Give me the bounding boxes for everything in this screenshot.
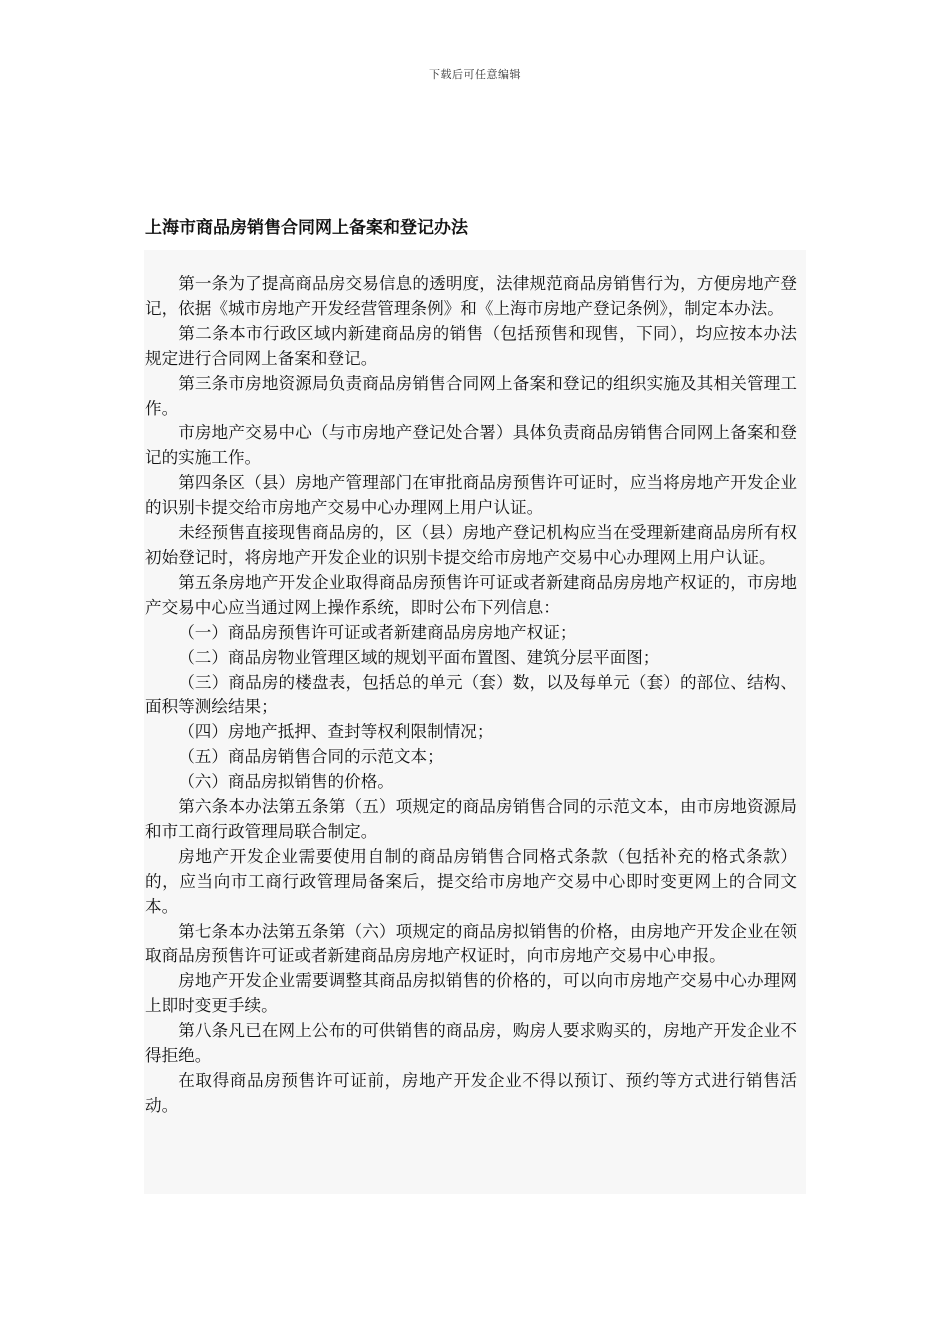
paragraph-article-4: 第四条区（县）房地产管理部门在审批商品房预售许可证时，应当将房地产开发企业的识别卡提交给市房地产交易中心办理网上用户认证。 [145, 473, 797, 518]
paragraph-article-7-clause-2: 房地产开发企业需要调整其商品房拟销售的价格的，可以向市房地产交易中心办理网上即时变更手续。 [145, 971, 797, 1016]
page-header-note: 下载后可任意编辑 [429, 68, 521, 81]
paragraph-article-4-clause-2: 未经预售直接现售商品房的，区（县）房地产登记机构应当在受理新建商品房所有权初始登记时，将房地产开发企业的识别卡提交给市房地产交易中心办理网上用户认证。 [145, 523, 797, 567]
paragraph-article-5-item-6: （六）商品房拟销售的价格。 [178, 772, 394, 792]
paragraph-article-6-clause-2: 房地产开发企业需要使用自制的商品房销售合同格式条款（包括补充的格式条款）的，应当向市工商行政管理局备案后，提交给市房地产交易中心即时变更网上的合同文本。 [145, 846, 797, 916]
document-body [145, 272, 797, 1119]
paragraph-article-8: 第八条凡已在网上公布的可供销售的商品房，购房人要求购买的，房地产开发企业不得拒绝。 [145, 1021, 797, 1066]
paragraph-article-6: 第六条本办法第五条第（五）项规定的商品房销售合同的示范文本，由市房地资源局和市工商行政管理局联合制定。 [145, 797, 797, 841]
document-title: 上海市商品房销售合同网上备案和登记办法 [145, 218, 468, 238]
paragraph-article-5-item-5: （五）商品房销售合同的示范文本； [178, 747, 444, 767]
paragraph-article-2: 第二条本市行政区域内新建商品房的销售（包括预售和现售，下同），均应按本办法规定进行合同网上备案和登记。 [145, 323, 797, 368]
paragraph-article-3-clause-2: 市房地产交易中心（与市房地产登记处合署）具体负责商品房销售合同网上备案和登记的实施工作。 [145, 423, 797, 468]
paragraph-article-3: 第三条市房地资源局负责商品房销售合同网上备案和登记的组织实施及其相关管理工作。 [145, 373, 797, 418]
paragraph-article-1: 第一条为了提高商品房交易信息的透明度，法律规范商品房销售行为，方便房地产登记，依据《城市房地产开发经营管理条例》和《上海市房地产登记条例》，制定本办法。 [145, 274, 797, 318]
paragraph-article-5-item-1: （一）商品房预售许可证或者新建商品房房地产权证； [178, 622, 577, 642]
paragraph-article-8-clause-2: 在取得商品房预售许可证前，房地产开发企业不得以预订、预约等方式进行销售活动。 [145, 1071, 797, 1115]
paragraph-article-5-item-2: （二）商品房物业管理区域的规划平面布置图、建筑分层平面图； [178, 647, 660, 667]
paragraph-article-5-item-4: （四）房地产抵押、查封等权利限制情况； [178, 722, 494, 742]
paragraph-article-5-item-3: （三）商品房的楼盘表，包括总的单元（套）数，以及每单元（套）的部位、结构、面积等测绘结果； [145, 672, 797, 717]
paragraph-article-7: 第七条本办法第五条第（六）项规定的商品房拟销售的价格，由房地产开发企业在领取商品房预售许可证或者新建商品房房地产权证时，向市房地产交易中心申报。 [145, 921, 797, 966]
paragraph-article-5: 第五条房地产开发企业取得商品房预售许可证或者新建商品房房地产权证的，市房地产交易中心应当通过网上操作系统，即时公布下列信息： [145, 572, 797, 617]
